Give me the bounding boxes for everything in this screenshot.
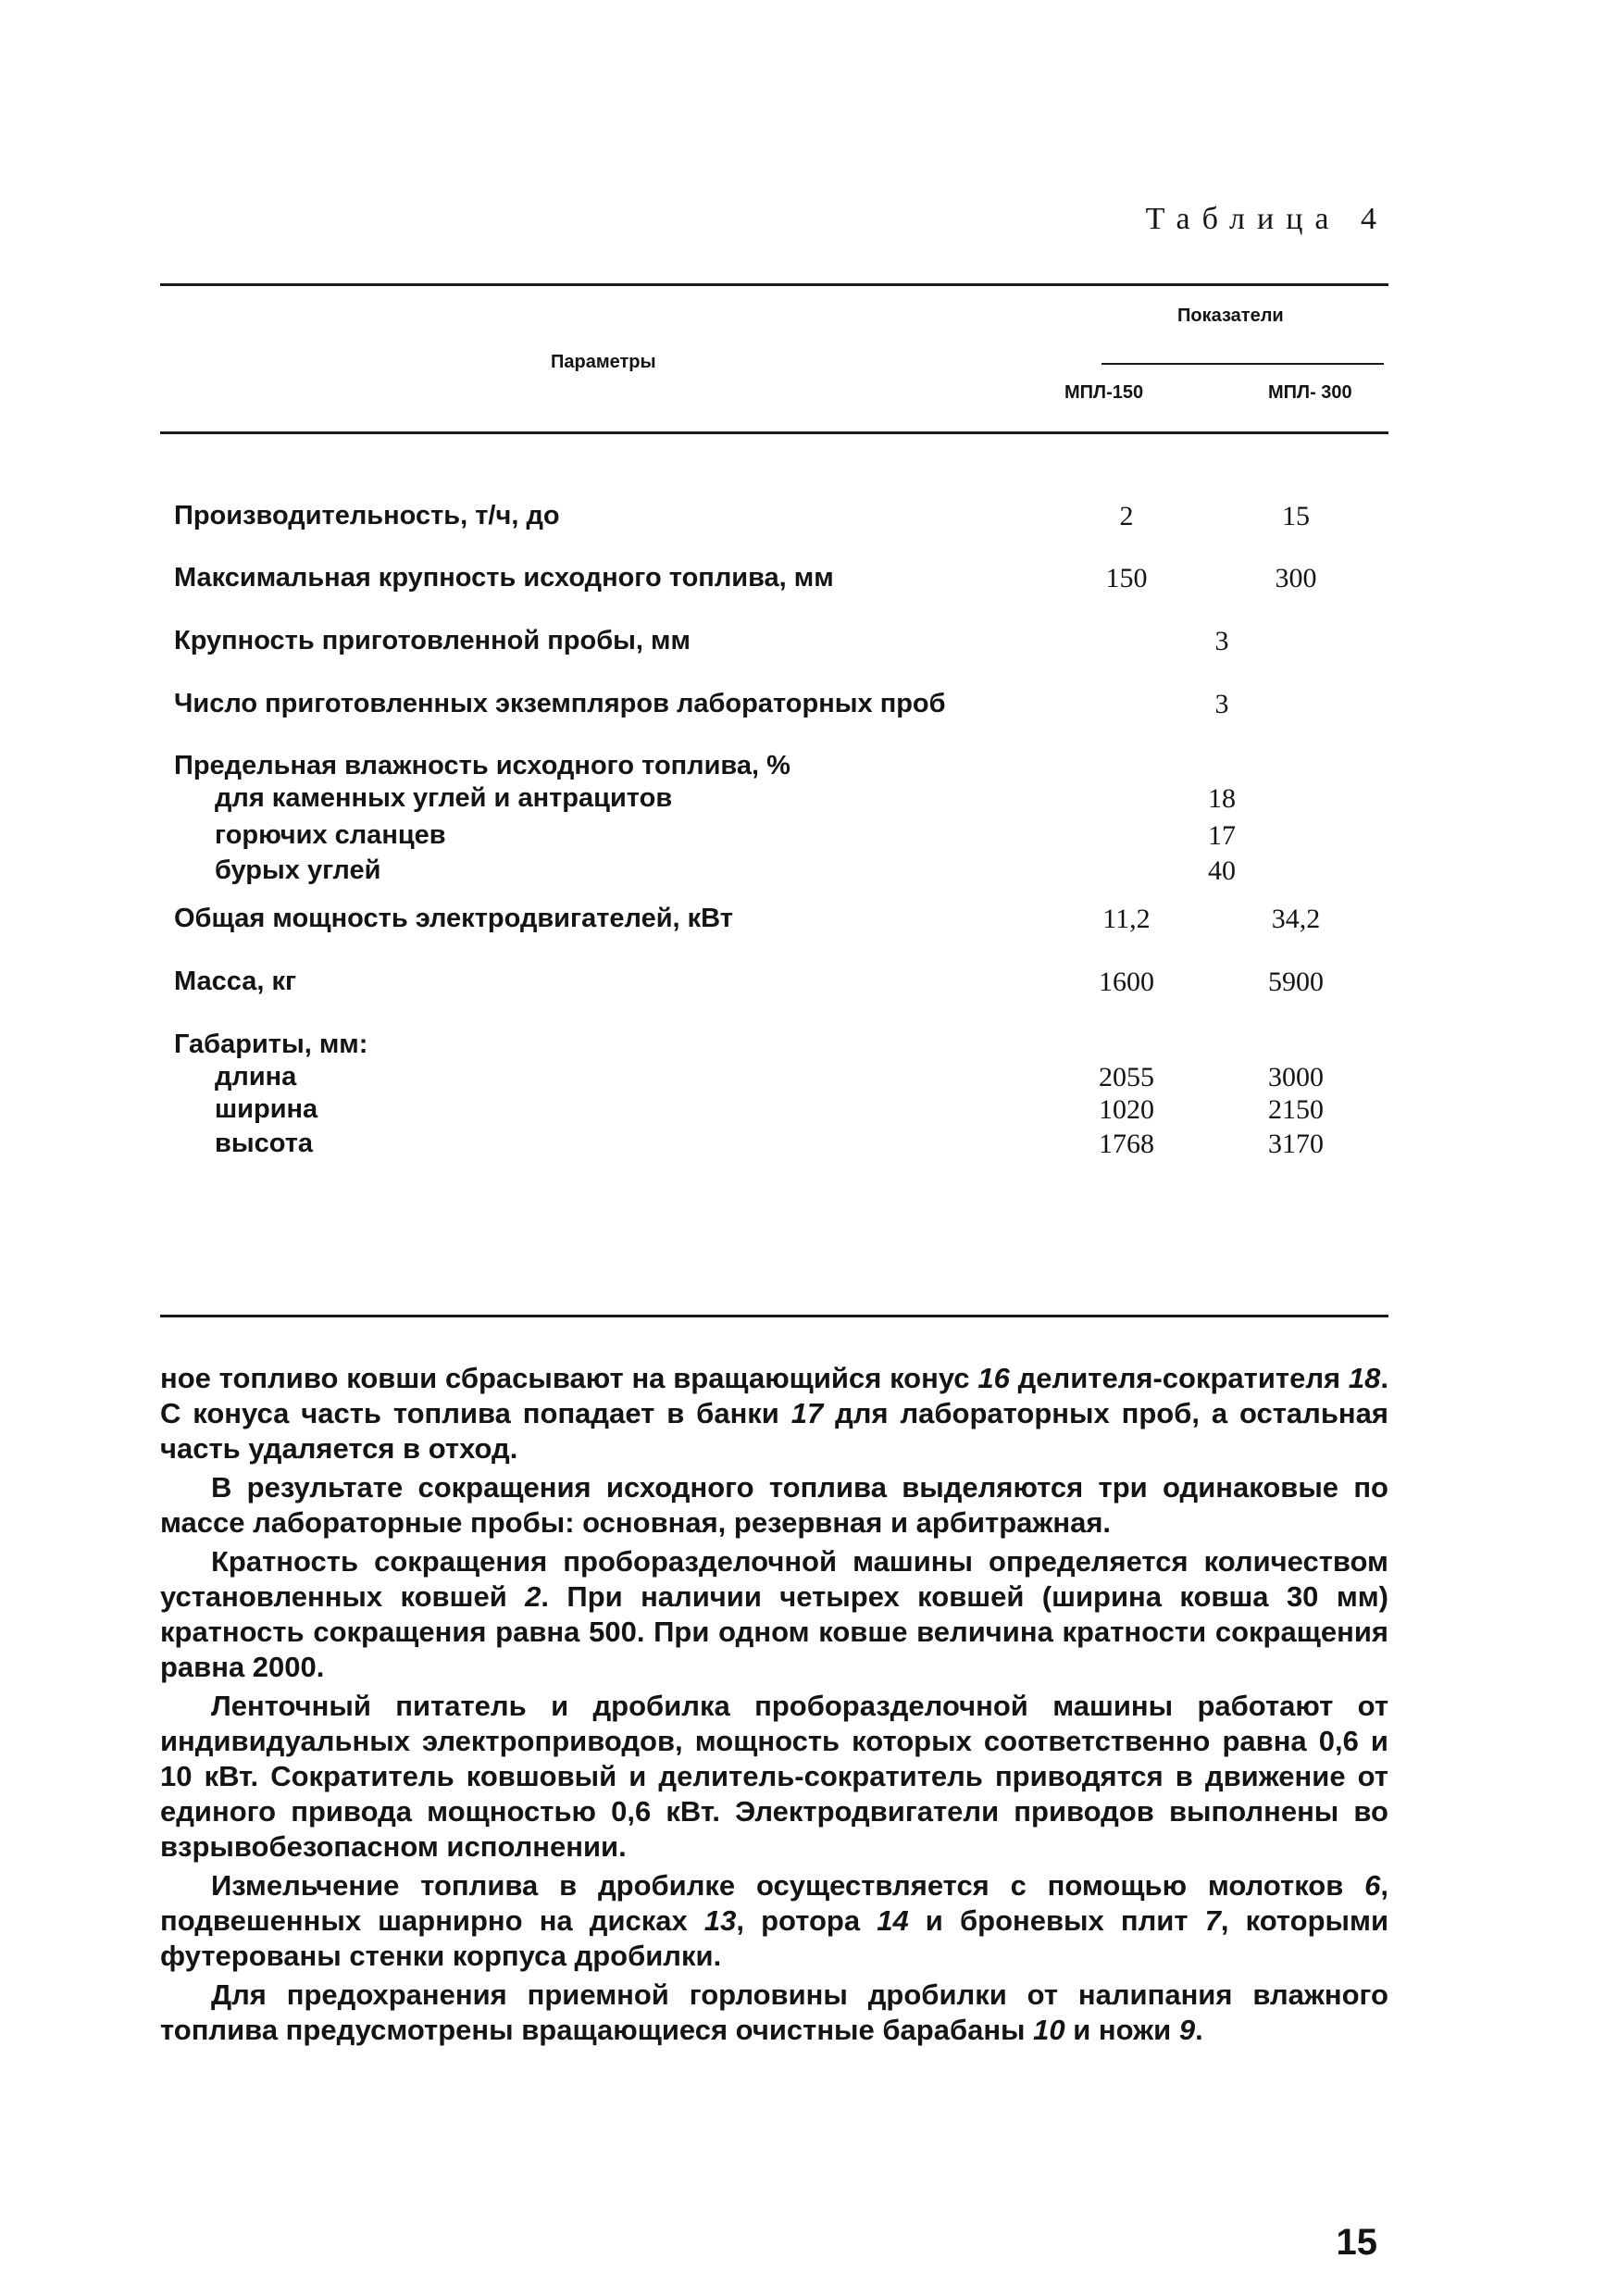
row-moisture-label: Предельная влажность исходного топлива, % <box>174 751 790 780</box>
row-copies-label: Число приготовленных экземпляров лабораторных проб <box>174 689 946 718</box>
row-mass-v1: 1600 <box>1099 967 1154 997</box>
table-header-rule <box>160 431 1388 434</box>
row-dims-width-label: ширина <box>215 1094 318 1124</box>
paragraph-1: ное топливо ковши сбрасывают на вращающийся конус 16 делителя-сократителя 18. С конуса часть топлива попадает в банки 17 для лабораторных проб, а остальная часть удаляется в отход. <box>160 1362 1388 1465</box>
row-moisture-coal-value: 18 <box>1208 783 1236 814</box>
page-number: 15 <box>1336 2222 1377 2263</box>
row-mass-label: Масса, кг <box>174 967 297 996</box>
row-max-size-v2: 300 <box>1275 563 1317 593</box>
row-capacity-v1: 2 <box>1119 501 1134 531</box>
paragraph-5: Измельчение топлива в дробилке осуществляется с помощью молотков 6, подвешенных шарнирно на дисках 13, ротора 14 и броневых плит 7, которыми футерованы стенки корпуса дробилки. <box>160 1869 1389 1972</box>
body-text <box>160 1361 1388 2052</box>
row-moisture-brown-label: бурых углей <box>215 855 381 885</box>
paragraph-4: Ленточный питатель и дробилка проборазделочной машины работают от индивидуальных электроприводов, мощность которых соответственно равна 0,6 и 10 кВт. Сократитель ковшовый и делитель-сократитель приводятся в движение от единого привода мощностью 0,6 кВт. Электродвигатели приводов выполнены во взрывобезопасном исполнении. <box>160 1690 1388 1863</box>
row-mass-v2: 5900 <box>1268 967 1324 997</box>
row-moisture-brown-value: 40 <box>1208 855 1236 886</box>
header-model-300: МПЛ- 300 <box>1268 382 1352 403</box>
row-max-size-v1: 150 <box>1105 563 1148 593</box>
row-moisture-shale-value: 17 <box>1208 820 1236 851</box>
row-power-v2: 34,2 <box>1271 904 1321 934</box>
row-sample-size-label: Крупность приготовленной пробы, мм <box>174 626 691 655</box>
row-dims-height-v2: 3170 <box>1268 1129 1324 1159</box>
row-dims-length-v2: 3000 <box>1268 1062 1324 1092</box>
row-dims-width-v1: 1020 <box>1099 1094 1154 1125</box>
header-indicators: Показатели <box>1177 306 1284 326</box>
row-capacity-label: Производительность, т/ч, до <box>174 501 560 530</box>
row-power-label: Общая мощность электродвигателей, кВт <box>174 904 733 933</box>
header-model-150: МПЛ-150 <box>1064 382 1144 403</box>
row-capacity-v2: 15 <box>1282 501 1310 531</box>
row-dims-length-label: длина <box>215 1062 297 1092</box>
paragraph-2: В результате сокращения исходного топлива выделяются три одинаковые по массе лабораторные пробы: основная, резервная и арбитражная. <box>160 1471 1388 1539</box>
row-dims-label: Габариты, мм: <box>174 1029 368 1059</box>
table-bottom-rule <box>160 1315 1388 1317</box>
row-copies-value: 3 <box>1214 689 1229 719</box>
paragraph-3: Кратность сокращения пробоpазделочной машины определяется количеством установленных ковшей 2. При наличии четырех ковшей (ширина ковша 30 мм) кратность сокращения равна 500. При одном ковше величина кратности сокращения равна 2000. <box>160 1545 1389 1683</box>
row-moisture-coal-label: для каменных углей и антрацитов <box>215 783 673 813</box>
row-sample-size-value: 3 <box>1214 626 1229 656</box>
table-caption: Таблица 4 <box>1145 202 1388 236</box>
row-dims-width-v2: 2150 <box>1268 1094 1324 1125</box>
row-max-size-label: Максимальная крупность исходного топлива, мм <box>174 563 834 593</box>
row-dims-length-v1: 2055 <box>1099 1062 1154 1092</box>
row-power-v1: 11,2 <box>1102 904 1151 934</box>
table-top-rule <box>160 283 1388 286</box>
paragraph-6: Для предохранения приемной горловины дробилки от налипания влажного топлива предусмотрены вращающиеся очистные барабаны 10 и ножи 9. <box>160 1978 1388 2046</box>
row-dims-height-v1: 1768 <box>1099 1129 1154 1159</box>
row-moisture-shale-label: горючих сланцев <box>215 820 446 850</box>
header-params: Параметры <box>551 352 656 372</box>
header-sub-rule <box>1101 363 1384 365</box>
row-dims-height-label: высота <box>215 1129 314 1158</box>
